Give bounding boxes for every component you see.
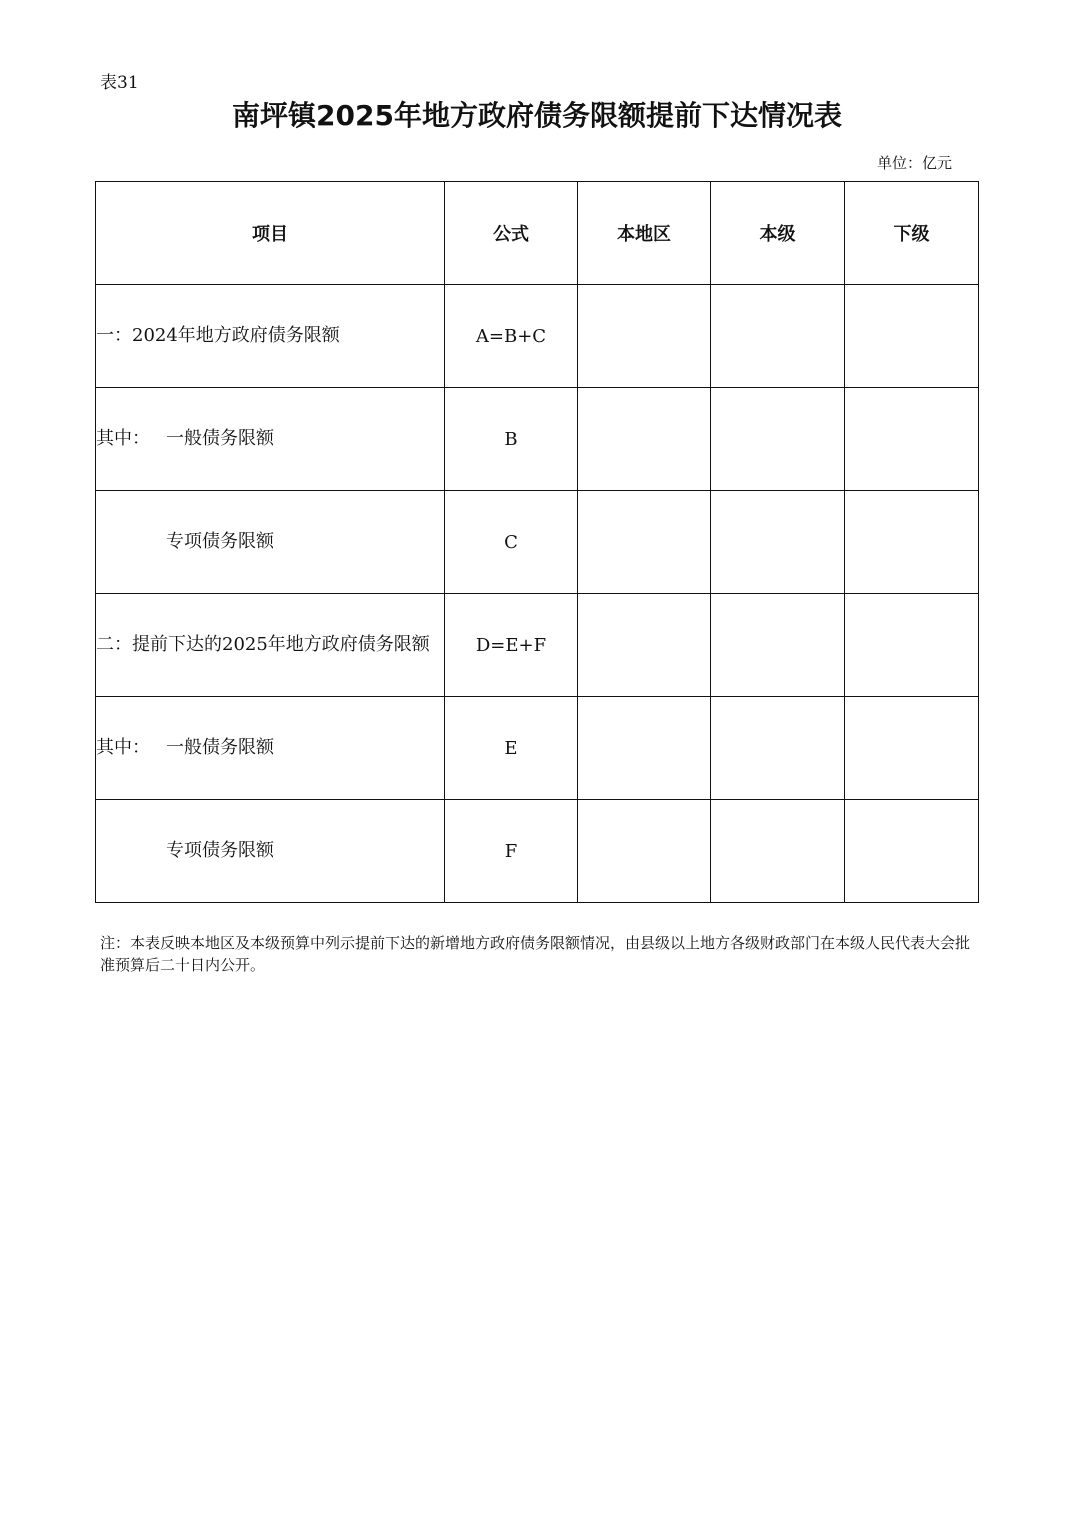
row-region-cell (578, 388, 711, 491)
table-row (96, 800, 979, 903)
row-region-cell (578, 697, 711, 800)
header-lower: 下级 (845, 182, 979, 285)
row-lower-cell (845, 285, 979, 388)
row-label: 一：2024年地方政府债务限额 (96, 325, 340, 346)
row-level-cell (711, 388, 845, 491)
header-level: 本级 (711, 182, 845, 285)
unit-label: 单位：亿元 (876, 154, 952, 172)
row-lower-cell (845, 388, 979, 491)
row-formula-cell: A=B+C (445, 285, 578, 388)
row-lower-cell (845, 594, 979, 697)
row-label: 一般债务限额 (166, 737, 274, 758)
row-formula-cell: D=E+F (445, 594, 578, 697)
row-label: 二：提前下达的2025年地方政府债务限额 (96, 634, 430, 655)
row-level-cell (711, 594, 845, 697)
header-formula: 公式 (445, 182, 578, 285)
row-label: 专项债务限额 (166, 531, 274, 552)
table-row (96, 491, 979, 594)
row-formula-cell: E (445, 697, 578, 800)
row-formula-cell: C (445, 491, 578, 594)
row-level-cell (711, 285, 845, 388)
row-item-cell (96, 388, 445, 491)
row-lower-cell (845, 697, 979, 800)
row-label: 专项债务限额 (166, 840, 274, 861)
table-row (96, 594, 979, 697)
row-formula-cell: B (445, 388, 578, 491)
table-row (96, 285, 979, 388)
row-level-cell (711, 491, 845, 594)
row-formula-cell: F (445, 800, 578, 903)
row-lower-cell (845, 491, 979, 594)
row-item-cell (96, 491, 445, 594)
table-row (96, 388, 979, 491)
row-level-cell (711, 697, 845, 800)
row-level-cell (711, 800, 845, 903)
header-item: 项目 (96, 182, 445, 285)
row-prefix: 其中： (96, 737, 150, 758)
row-item-cell (96, 697, 445, 800)
row-item-cell (96, 285, 445, 388)
row-lower-cell (845, 800, 979, 903)
row-region-cell (578, 491, 711, 594)
footnote: 注：本表反映本地区及本级预算中列示提前下达的新增地方政府债务限额情况，由县级以上地方各级财政部门在本级人民代表大会批准预算后二十日内公开。 (100, 934, 971, 974)
row-item-cell (96, 594, 445, 697)
row-prefix: 其中： (96, 428, 150, 449)
debt-limit-table (95, 181, 979, 903)
table-header-row (96, 182, 979, 285)
row-label: 一般债务限额 (166, 428, 274, 449)
table-row (96, 697, 979, 800)
page-title: 南坪镇2025年地方政府债务限额提前下达情况表 (232, 99, 842, 132)
header-region: 本地区 (578, 182, 711, 285)
row-region-cell (578, 800, 711, 903)
row-item-cell (96, 800, 445, 903)
table-number: 表31 (100, 73, 139, 93)
row-region-cell (578, 594, 711, 697)
row-region-cell (578, 285, 711, 388)
